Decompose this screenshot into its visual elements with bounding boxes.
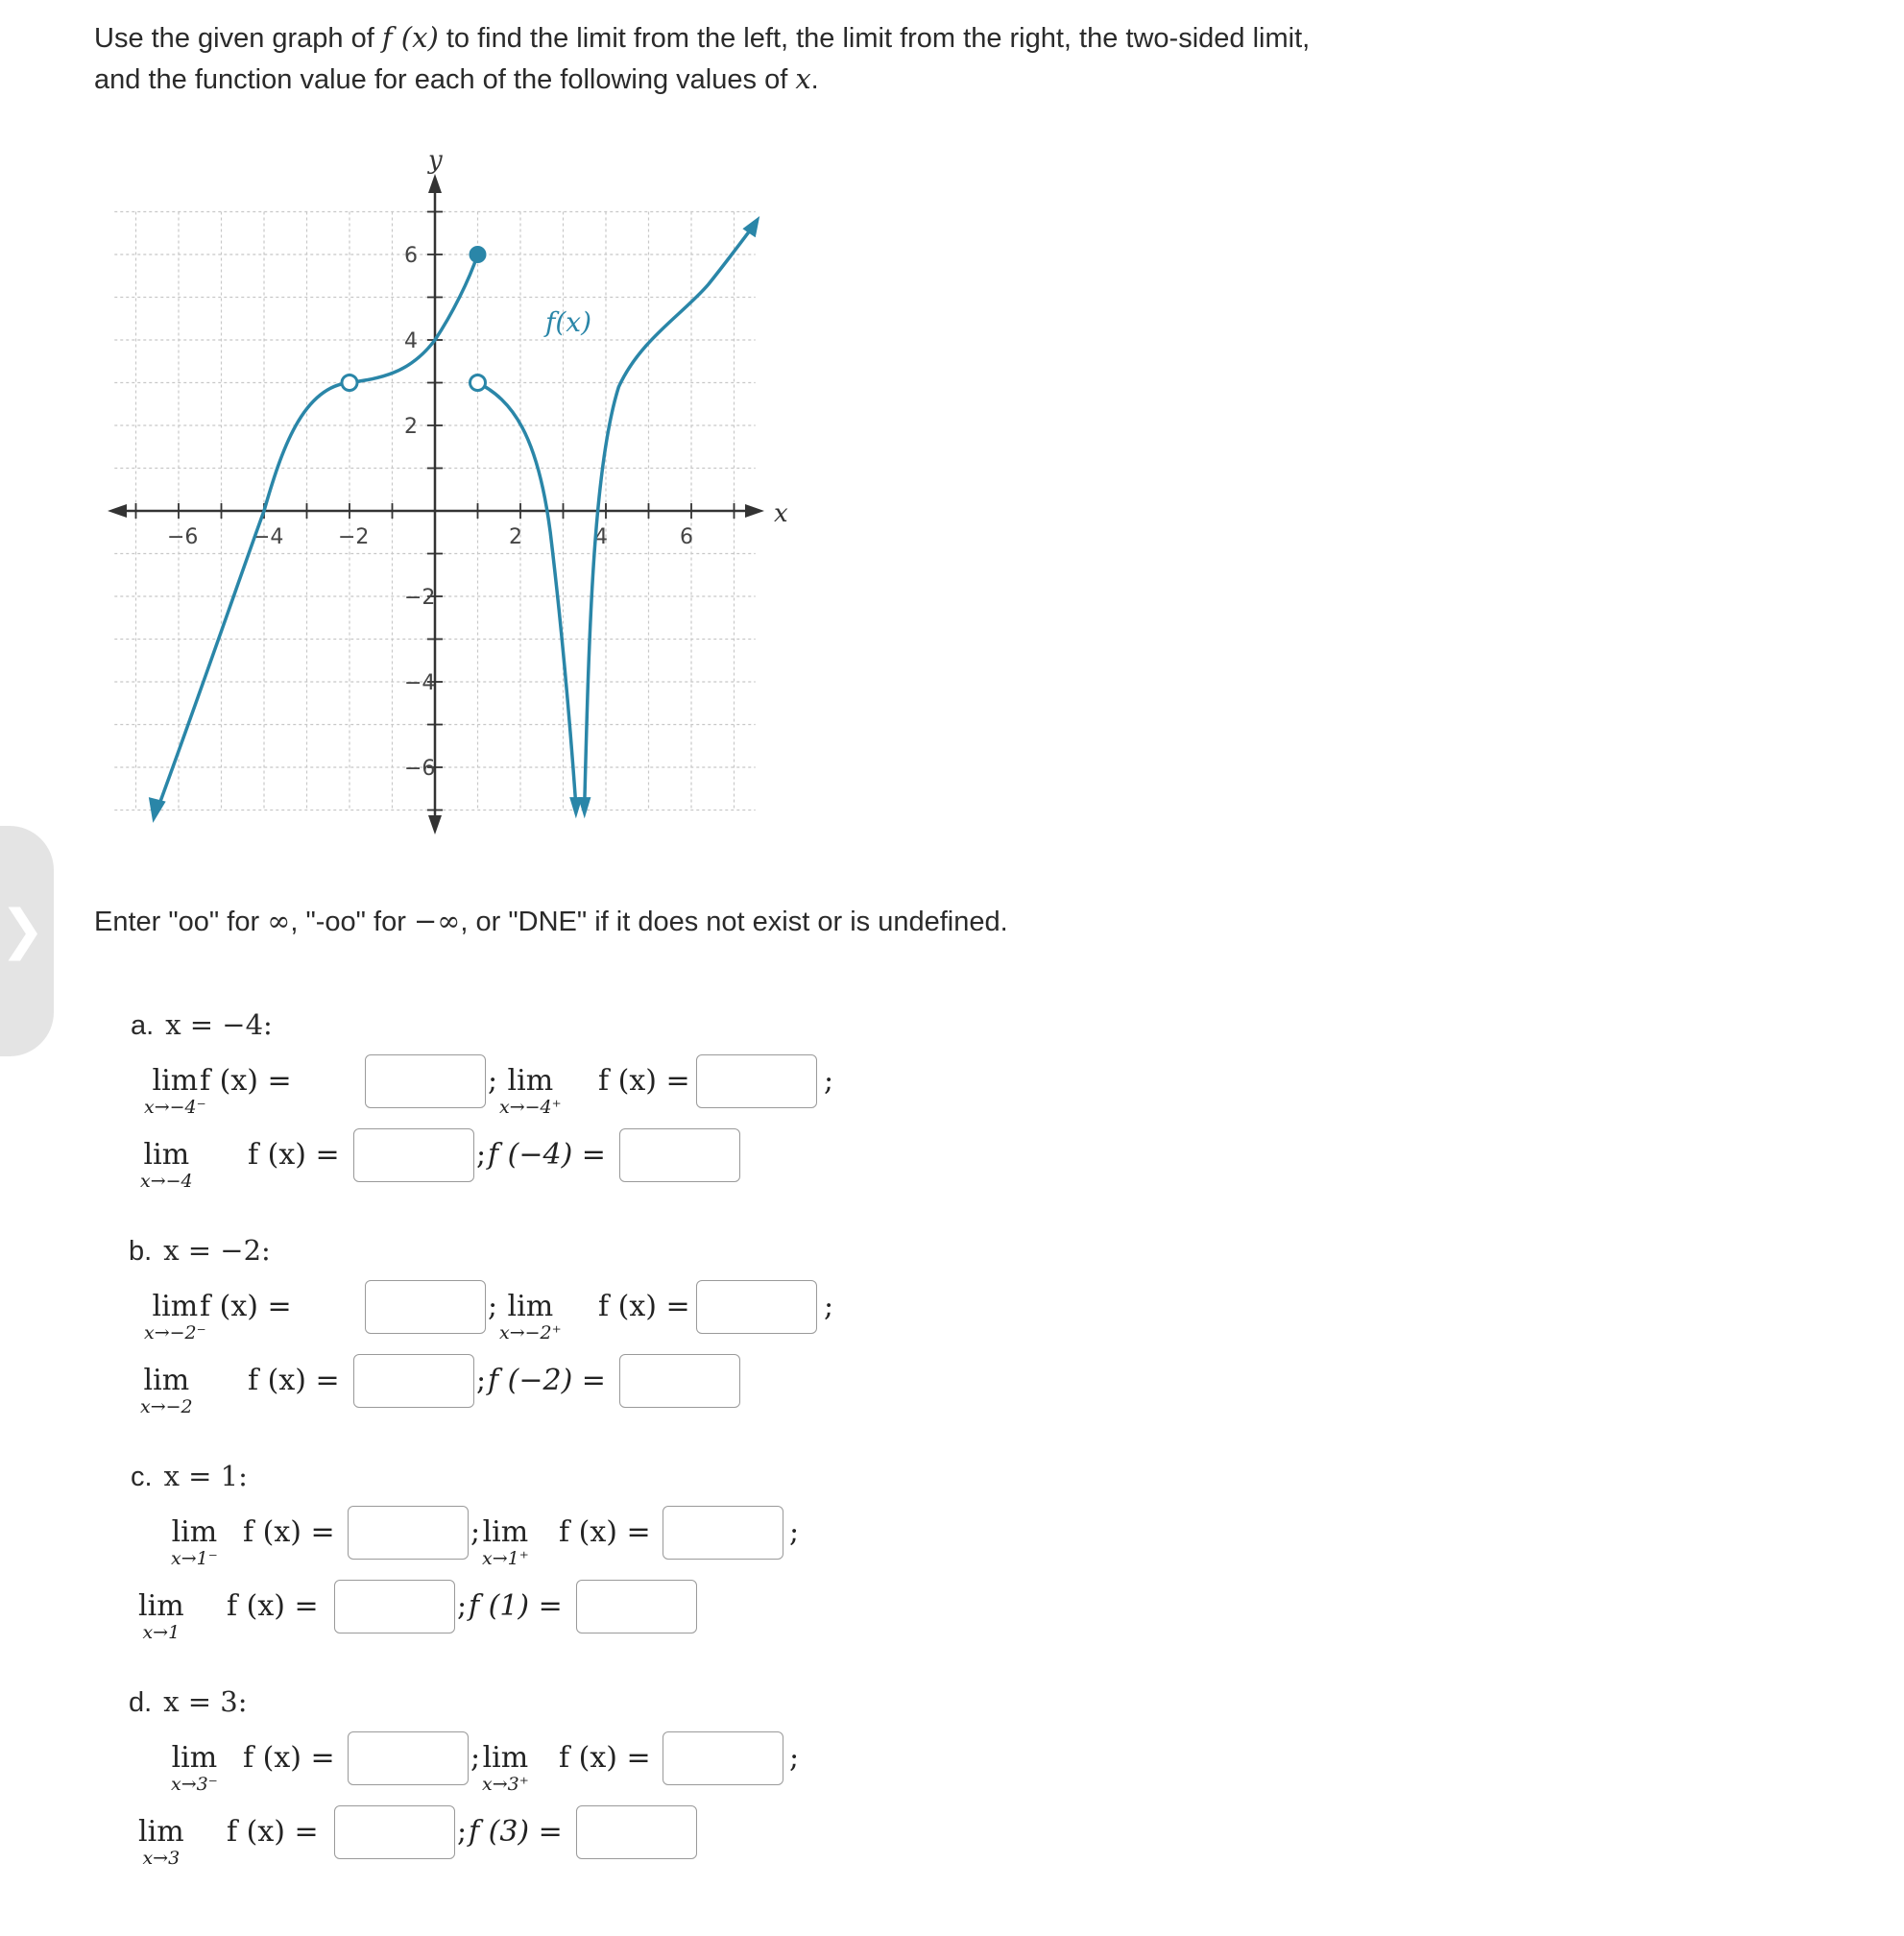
- limit-word: lim: [171, 1741, 218, 1775]
- limit-word: lim: [507, 1064, 554, 1098]
- function-value-input[interactable]: [576, 1580, 697, 1634]
- limit-subscript: x→1⁻: [171, 1548, 218, 1569]
- right-limit-input[interactable]: [696, 1054, 817, 1108]
- two-sided-limit-input[interactable]: [334, 1805, 455, 1859]
- limit-function: f (x) =: [243, 1515, 335, 1549]
- limit-subscript: x→−4⁺: [499, 1097, 562, 1118]
- y-axis-label: y: [428, 146, 443, 175]
- limit-word: lim: [143, 1138, 190, 1172]
- limit-notation: [140, 1140, 193, 1192]
- separator: ;: [457, 1589, 468, 1623]
- separator: ;: [488, 1290, 498, 1323]
- separator: ;: [488, 1064, 498, 1098]
- limit-word: lim: [171, 1515, 218, 1549]
- x-axis-right-arrow: [745, 504, 764, 518]
- open-point: [342, 375, 357, 391]
- function-value-input[interactable]: [619, 1354, 740, 1408]
- limit-subscript: x→1⁺: [482, 1548, 529, 1569]
- limit-notation: [499, 1066, 562, 1118]
- two-sided-limit-input[interactable]: [353, 1128, 474, 1182]
- closed-point: [470, 247, 486, 262]
- left-limit-input[interactable]: [348, 1731, 469, 1785]
- instructions-line-2: [94, 59, 1534, 100]
- limit-notation: [171, 1517, 218, 1569]
- limit-function: f (x) =: [227, 1589, 319, 1623]
- limit-subscript: x→3⁻: [171, 1774, 218, 1795]
- part-label: [131, 1460, 248, 1493]
- limit-notation: [171, 1743, 218, 1795]
- y-axis-down-arrow: [428, 815, 442, 835]
- negative-infinity-symbol: −∞: [413, 905, 461, 937]
- instructions-text: to find the limit from the left, the limit from the right, the two-sided limit,: [438, 23, 1311, 54]
- y-axis-up-arrow: [428, 174, 442, 193]
- limit-notation: [144, 1292, 206, 1343]
- limit-word: lim: [152, 1064, 199, 1098]
- limit-notation: [138, 1591, 184, 1643]
- right-limit-input[interactable]: [696, 1280, 817, 1334]
- limit-function: f (x) =: [200, 1064, 292, 1098]
- y-tick-label: 4: [404, 329, 418, 353]
- limit-subscript: x→3⁺: [482, 1774, 529, 1795]
- function-graph: [96, 139, 826, 869]
- separator: ;: [476, 1138, 487, 1172]
- x-axis-label: x: [774, 499, 788, 528]
- separator: ;: [789, 1515, 800, 1549]
- y-tick-label: 2: [404, 415, 418, 439]
- part-equation: x = −2:: [163, 1234, 271, 1267]
- part-label: [129, 1234, 271, 1268]
- limit-function: f (x) =: [559, 1515, 651, 1549]
- two-sided-limit-input[interactable]: [353, 1354, 474, 1408]
- y-tick-label: −2: [404, 586, 436, 610]
- limit-notation: [144, 1066, 206, 1118]
- part-letter: d.: [129, 1687, 153, 1718]
- part-letter: b.: [129, 1236, 153, 1267]
- instructions: [94, 17, 1534, 100]
- separator: ;: [470, 1515, 481, 1549]
- part-label: [131, 1008, 273, 1042]
- part-letter: c.: [131, 1462, 153, 1492]
- limit-word: lim: [482, 1515, 529, 1549]
- y-tick-labels: [404, 244, 435, 781]
- x-tick-label: −4: [253, 525, 284, 549]
- x-tick-labels: [167, 525, 693, 549]
- graph-axes: [108, 174, 764, 835]
- limit-subscript: x→−4⁻: [144, 1097, 206, 1118]
- note-text: Enter "oo" for: [94, 907, 268, 937]
- function-curves: [149, 216, 759, 823]
- limit-subscript: x→−2⁻: [144, 1322, 206, 1343]
- separator: ;: [470, 1741, 481, 1775]
- left-limit-input[interactable]: [365, 1280, 486, 1334]
- x-axis-left-arrow: [108, 504, 127, 518]
- limit-notation: [138, 1817, 184, 1869]
- y-tick-label: −6: [404, 757, 436, 781]
- curve-right-piece: [478, 383, 576, 807]
- limit-function: f (x) =: [248, 1364, 340, 1397]
- part-equation: x = 1:: [163, 1460, 248, 1492]
- limit-notation: [482, 1517, 529, 1569]
- instructions-math: x: [795, 62, 811, 95]
- two-sided-limit-input[interactable]: [334, 1580, 455, 1634]
- part-letter: a.: [131, 1010, 155, 1041]
- function-value-input[interactable]: [576, 1805, 697, 1859]
- instructions-math: f (x): [381, 21, 439, 54]
- x-tick-label: 6: [680, 525, 693, 549]
- instructions-text: Use the given graph of: [94, 23, 382, 54]
- separator: ;: [824, 1064, 834, 1098]
- limit-subscript: x→−2⁺: [499, 1322, 562, 1343]
- limit-word: lim: [143, 1364, 190, 1397]
- x-tick-label: 2: [509, 525, 522, 549]
- limit-word: lim: [482, 1741, 529, 1775]
- limit-function: f (x) =: [598, 1290, 690, 1323]
- y-tick-label: 6: [404, 244, 418, 268]
- limit-function: f (x) =: [598, 1064, 690, 1098]
- limit-word: lim: [152, 1290, 199, 1323]
- y-tick-label: −4: [404, 671, 436, 695]
- limit-subscript: x→3: [142, 1848, 181, 1869]
- function-value-label: f (−4) =: [488, 1138, 606, 1172]
- chevron-right-icon: ❯: [0, 899, 45, 961]
- instructions-line-1: [94, 17, 1534, 59]
- right-limit-input[interactable]: [663, 1731, 783, 1785]
- part-equation: x = −4:: [165, 1008, 273, 1041]
- separator: ;: [824, 1290, 834, 1323]
- separator: ;: [476, 1364, 487, 1397]
- answer-format-note: [94, 905, 1008, 938]
- note-text: , or "DNE" if it does not exist or is undefined.: [460, 907, 1008, 937]
- curve-far-right-piece: [585, 229, 752, 806]
- function-value-label: f (1) =: [469, 1589, 563, 1623]
- limit-notation: [482, 1743, 529, 1795]
- limit-subscript: x→−4: [140, 1171, 193, 1192]
- x-tick-label: −6: [167, 525, 199, 549]
- infinity-symbol: ∞: [267, 905, 291, 937]
- part-label: [129, 1685, 248, 1719]
- function-value-label: f (3) =: [469, 1815, 563, 1849]
- curve-end-arrow: [578, 797, 590, 818]
- limit-subscript: x→1: [142, 1622, 181, 1643]
- limit-function: f (x) =: [248, 1138, 340, 1172]
- limit-word: lim: [138, 1589, 184, 1623]
- x-tick-label: −2: [338, 525, 370, 549]
- instructions-text: and the function value for each of the following values of: [94, 64, 796, 95]
- limit-function: f (x) =: [200, 1290, 292, 1323]
- limit-function: f (x) =: [559, 1741, 651, 1775]
- separator: ;: [457, 1815, 468, 1849]
- x-tick-label: 4: [594, 525, 608, 549]
- limit-notation: [140, 1366, 193, 1417]
- function-value-label: f (−2) =: [488, 1364, 606, 1397]
- limit-word: lim: [138, 1815, 184, 1849]
- curve-middle-piece: [349, 254, 478, 383]
- part-equation: x = 3:: [163, 1685, 248, 1718]
- right-limit-input[interactable]: [663, 1506, 783, 1560]
- limit-function: f (x) =: [227, 1815, 319, 1849]
- separator: ;: [789, 1741, 800, 1775]
- function-value-input[interactable]: [619, 1128, 740, 1182]
- left-limit-input[interactable]: [365, 1054, 486, 1108]
- note-text: , "-oo" for: [290, 907, 414, 937]
- limit-notation: [499, 1292, 562, 1343]
- limit-word: lim: [507, 1290, 554, 1323]
- instructions-text: .: [810, 64, 819, 95]
- limit-subscript: x→−2: [140, 1396, 193, 1417]
- limit-function: f (x) =: [243, 1741, 335, 1775]
- left-limit-input[interactable]: [348, 1506, 469, 1560]
- open-point: [470, 375, 486, 391]
- function-label: f(x): [545, 306, 592, 338]
- side-panel-toggle[interactable]: [0, 826, 54, 1056]
